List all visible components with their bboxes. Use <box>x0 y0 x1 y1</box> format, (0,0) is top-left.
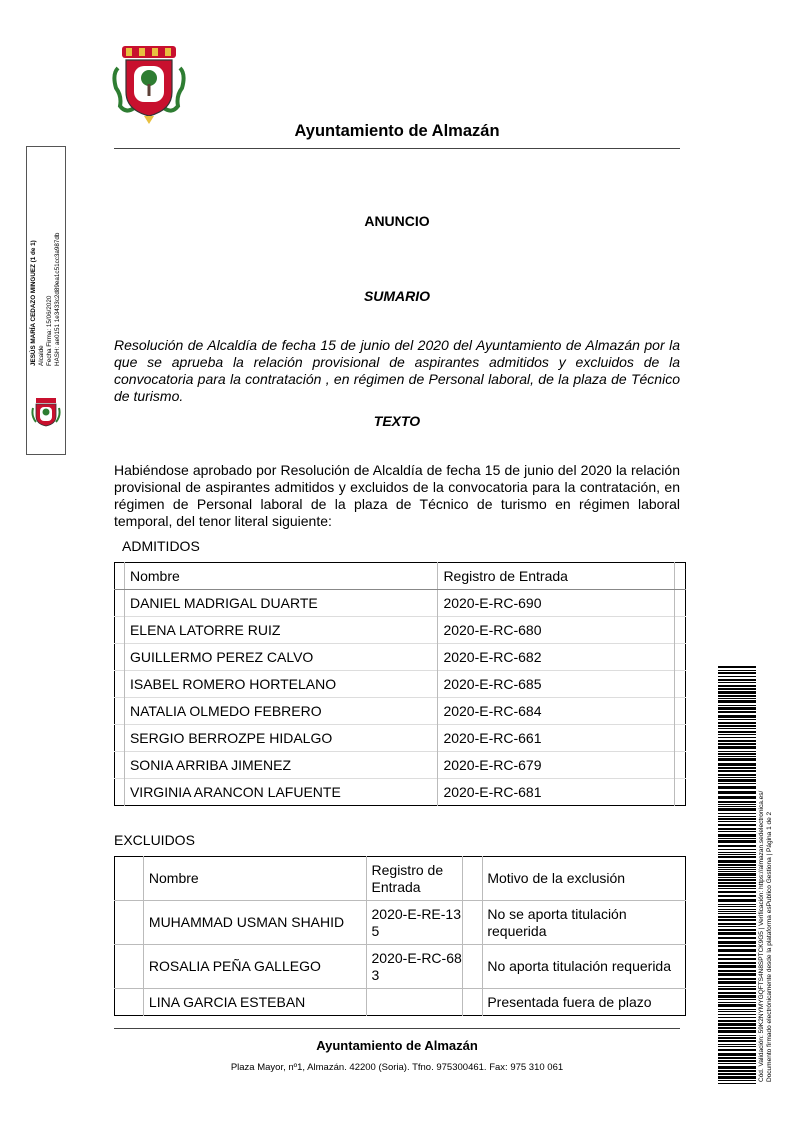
registry-number: 2020-E-RC-684 <box>438 698 675 725</box>
registry-number: 2020-E-RC-685 <box>438 671 675 698</box>
applicant-name: GUILLERMO PEREZ CALVO <box>124 644 437 671</box>
body-paragraph: Habiéndose aprobado por Resolución de Alcaldía de fecha 15 de junio del 2020 la relación provisional de aspirantes admitidos y excluidos de la convocatoria para la contratación, en régimen de Personal laboral de la plaza de Técnico de turismo en régimen laboral temporal, del tenor literal siguiente: <box>114 462 680 529</box>
table-row <box>115 698 686 725</box>
signer-role: Alcalde <box>38 345 45 366</box>
exclusion-reason: No aporta titulación requerida <box>483 945 686 989</box>
admitted-label: ADMITIDOS <box>122 538 200 554</box>
table-row <box>115 671 686 698</box>
admitted-table <box>114 562 686 806</box>
column-header-reason: Motivo de la exclusión <box>487 870 626 886</box>
applicant-name: SERGIO BERROZPE HIDALGO <box>124 725 437 752</box>
applicant-name: LINA GARCIA ESTEBAN <box>143 989 366 1016</box>
signature-text <box>30 136 62 366</box>
applicant-name: ROSALIA PEÑA GALLEGO <box>143 945 366 989</box>
signature-crest-icon <box>30 396 62 428</box>
column-header-registry: Registro de Entrada <box>366 857 463 901</box>
signer-name: JESÚS MARÍA CEDAZO MINGUEZ (1 de 1) <box>30 240 37 366</box>
applicant-name: ELENA LATORRE RUIZ <box>124 617 437 644</box>
registry-number: 2020-E-RC-681 <box>438 779 675 806</box>
text-heading: TEXTO <box>373 413 421 429</box>
signature-hash: HASH: ae0151 1e3433c2d89ea1c51cc3a987db <box>54 232 61 366</box>
organization-title: Ayuntamiento de Almazán <box>294 122 500 140</box>
verification-code: Cód. Validación: 59K2NYMYGQFTS4N8SPTCK9G5 | Verificación: https://almazan.sedelectronica.es/ <box>758 790 765 1082</box>
announcement-heading: ANUNCIO <box>364 213 430 229</box>
footer-address: Plaza Mayor, nº1, Almazán. 42200 (Soria). Tfno. 975300461. Fax: 975 310 061 <box>230 1062 564 1073</box>
column-header-name: Nombre <box>124 563 437 590</box>
header-divider <box>114 148 680 149</box>
table-row <box>115 779 686 806</box>
applicant-name: NATALIA OLMEDO FEBRERO <box>124 698 437 725</box>
table-header-row <box>115 563 686 590</box>
barcode-graphic <box>718 666 756 1084</box>
signature-platform-note: Documento firmado electrónicamente desde la plataforma esPublico Gestiona | Página 1 de 2 <box>766 811 773 1082</box>
registry-number: 2020-E-RC-661 <box>438 725 675 752</box>
table-row <box>115 901 686 945</box>
table-row <box>115 644 686 671</box>
applicant-name: ISABEL ROMERO HORTELANO <box>124 671 437 698</box>
table-row <box>115 752 686 779</box>
registry-number: 2020-E-RE-135 <box>366 901 463 945</box>
column-header-registry: Registro de Entrada <box>438 563 675 590</box>
table-header-row <box>115 857 686 901</box>
applicant-name: MUHAMMAD USMAN SHAHID <box>143 901 366 945</box>
applicant-name: DANIEL MADRIGAL DUARTE <box>124 590 437 617</box>
coat-of-arms-logo <box>112 44 186 124</box>
verification-text <box>758 662 774 1082</box>
exclusion-reason: Presentada fuera de plazo <box>483 989 686 1016</box>
exclusion-reason: No se aporta titulación requerida <box>483 901 686 945</box>
resolution-paragraph: Resolución de Alcaldía de fecha 15 de junio del 2020 del Ayuntamiento de Almazán por la que se aprueba la relación provisional de aspirantes admitidos y excluidos de la convocatoria para la contratación , en régimen de Personal laboral, de la plaza de Técnico de turismo. <box>114 337 680 404</box>
excluded-label: EXCLUIDOS <box>114 832 195 848</box>
table-row <box>115 725 686 752</box>
table-row <box>115 590 686 617</box>
table-row <box>115 989 686 1016</box>
registry-number <box>366 989 463 1016</box>
footer-organization: Ayuntamiento de Almazán <box>316 1038 478 1053</box>
registry-number: 2020-E-RC-680 <box>438 617 675 644</box>
table-row <box>115 945 686 989</box>
registry-number: 2020-E-RC-682 <box>438 644 675 671</box>
applicant-name: VIRGINIA ARANCON LAFUENTE <box>124 779 437 806</box>
applicant-name: SONIA ARRIBA JIMENEZ <box>124 752 437 779</box>
column-header-name: Nombre <box>143 857 366 901</box>
excluded-table <box>114 856 686 1016</box>
registry-number: 2020-E-RC-683 <box>366 945 463 989</box>
table-row <box>115 617 686 644</box>
signature-date: Fecha Firma: 15/06/2020 <box>46 295 53 366</box>
registry-number: 2020-E-RC-679 <box>438 752 675 779</box>
summary-heading: SUMARIO <box>363 288 431 304</box>
footer-divider <box>114 1028 680 1029</box>
registry-number: 2020-E-RC-690 <box>438 590 675 617</box>
